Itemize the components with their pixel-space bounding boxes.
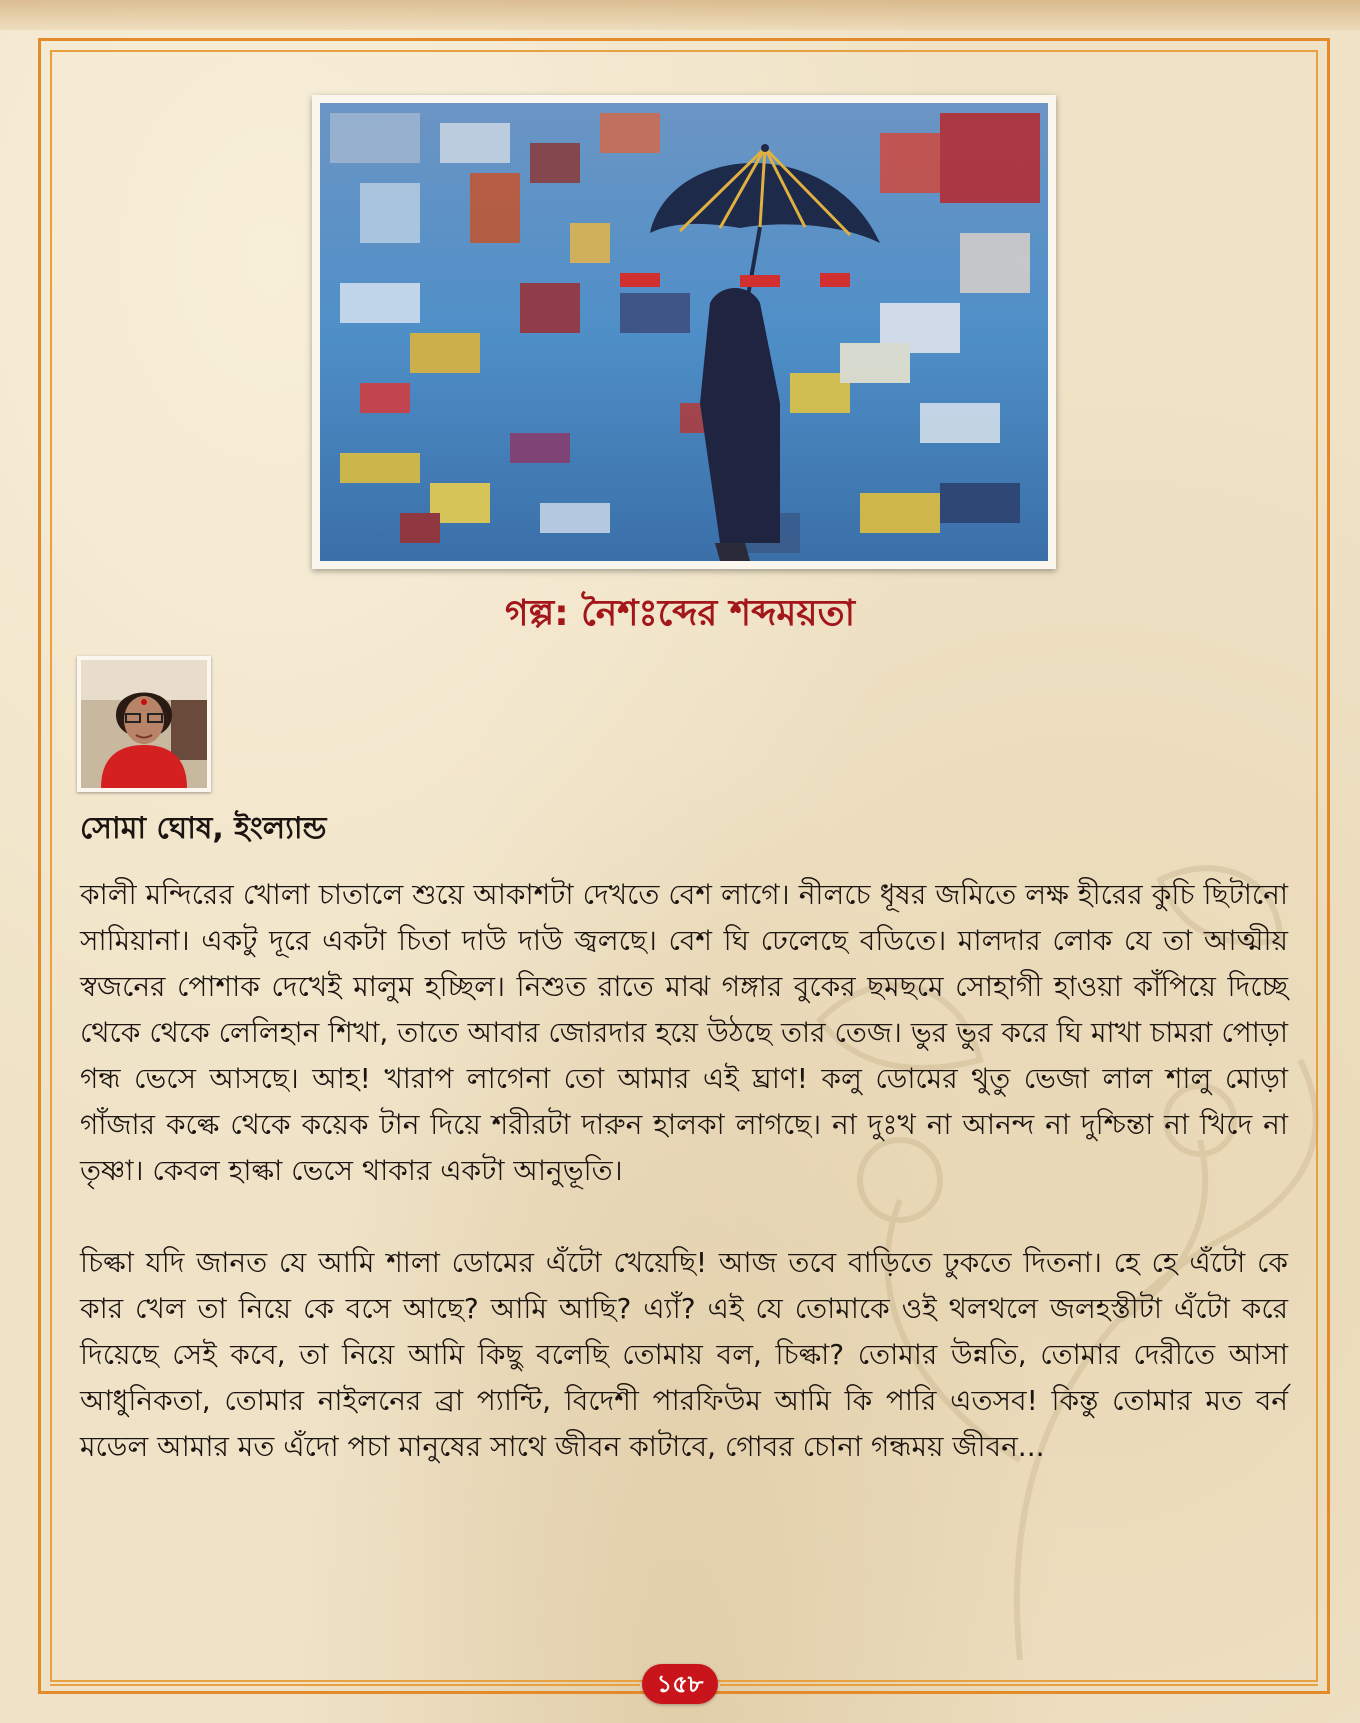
story-illustration <box>312 95 1056 569</box>
page-number-badge: ১৫৮ <box>642 1664 718 1704</box>
author-photo <box>77 656 211 792</box>
footer-rule-left <box>50 1684 640 1686</box>
author-portrait-icon <box>81 660 207 788</box>
story-paragraph: কালী মন্দিরের খোলা চাতালে শুয়ে আকাশটা দেখতে বেশ লাগে। নীলচে ধূষর জমিতে লক্ষ হীরের কুচি ছিটানো সামিয়ানা। একটু দূরে একটা চিতা দাউ দাউ জ্বলছে। বেশ ঘি ঢেলেছে বডিতে। মালদার লোক যে তা আত্মীয় স্বজনের পোশাক দেখেই মালুম হচ্ছিল। নিশুত রাতে মাঝ গঙ্গার বুকের ছমছমে সোহাগী হাওয়া কাঁপিয়ে দিচ্ছে থেকে থেকে লেলিহান শিখা, তাতে আবার জোরদার হয়ে উঠছে তার তেজ। ভুর ভুর করে ঘি মাখা চামরা পোড়া গন্ধ ভেসে আসছে। আহ! খারাপ লাগেনা তো আমার এই ঘ্রাণ! কলু ডোমের থুতু ভেজা লাল শালু মোড়া গাঁজার কল্কে থেকে কয়েক টান দিয়ে শরীরটা দারুন হালকা লাগছে। না দুঃখ না আনন্দ না দুশ্চিন্তা না খিদে না তৃষ্ণা। কেবল হাল্কা ভেসে থাকার একটা আনুভূতি। <box>80 878 1288 1187</box>
umbrella-painting-icon <box>320 103 1048 561</box>
story-title: গল্প: নৈশঃব্দের শব্দময়তা <box>504 593 856 634</box>
top-decor-strip <box>0 0 1360 30</box>
story-body <box>80 872 1288 1470</box>
footer-rule-right <box>720 1684 1318 1686</box>
author-name: সোমা ঘোষ, ইংল্যান্ড <box>80 811 327 846</box>
story-paragraph: চিল্কা যদি জানত যে আমি শালা ডোমের এঁটো খেয়েছি! আজ তবে বাড়িতে ঢুকতে দিতনা। হে হে এঁটো কে কার খেল তা নিয়ে কে বসে আছে? আমি আছি? এ্যাঁ? এই যে তোমাকে ওই থলথলে জলহস্তীটা এঁটো করে দিয়েছে সেই কবে, তা নিয়ে আমি কিছু বলেছি তোমায় বল, চিল্কা? তোমার উন্নতি, তোমার দেরীতে আসা আধুনিকতা, তোমার নাইলনের ব্রা প্যান্টি, বিদেশী পারফিউম আমি কি পারি এতসব! কিন্তু তোমার মত বর্ন মডেল আমার মত এঁদো পচা মানুষের সাথে জীবন কাটাবে, গোবর চোনা গন্ধময় জীবন... <box>80 1246 1288 1463</box>
